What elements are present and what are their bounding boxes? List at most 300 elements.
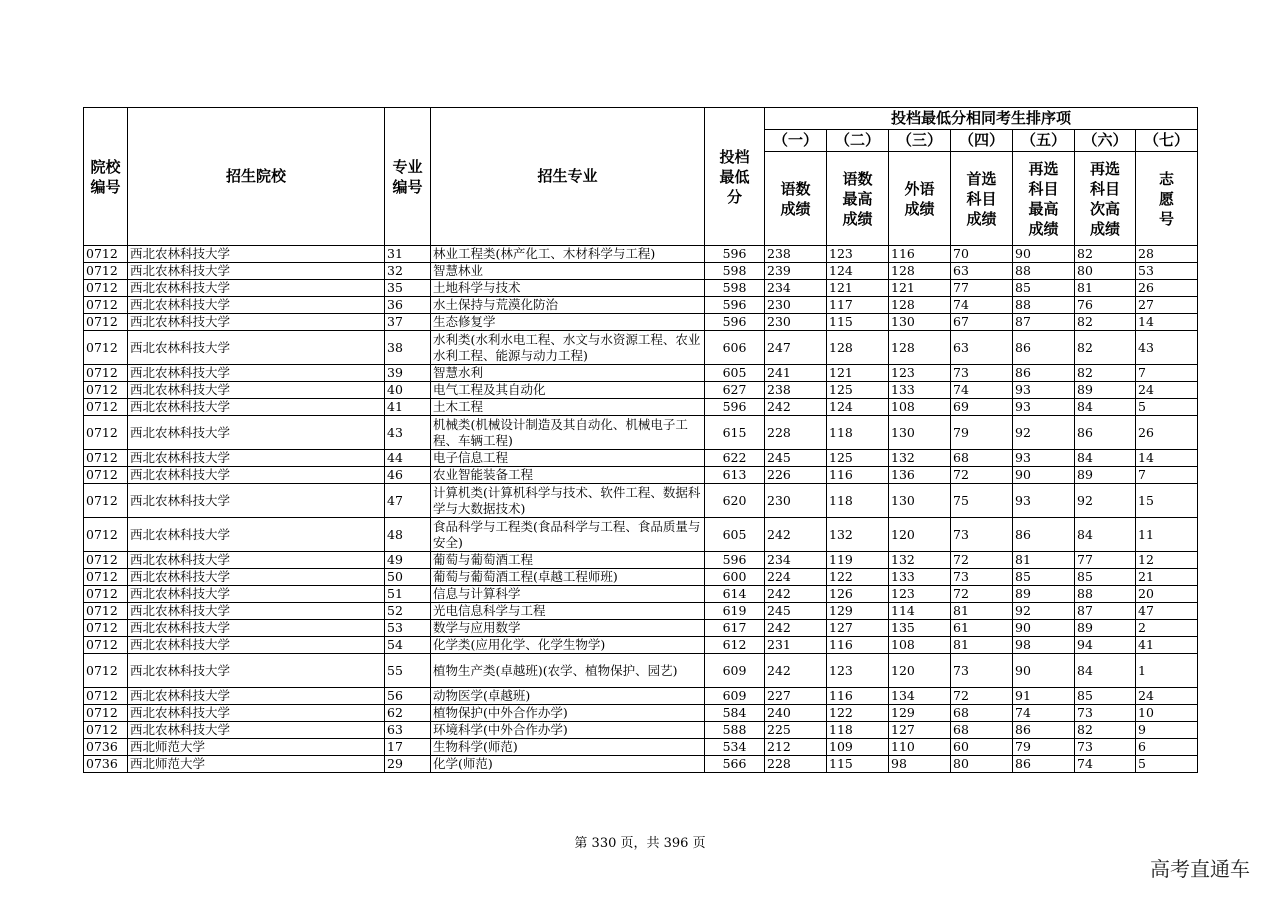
min-score-cell: 596 <box>705 314 765 331</box>
table-row <box>84 722 1198 739</box>
foreign-language-cell: 98 <box>889 756 951 773</box>
major-code-cell: 56 <box>385 688 431 705</box>
major-name-cell: 食品科学与工程类(食品科学与工程、食品质量与安全) <box>431 518 705 552</box>
preference-number-cell: 53 <box>1136 263 1198 280</box>
preference-number-cell: 14 <box>1136 314 1198 331</box>
table-row <box>84 416 1198 450</box>
major-code-cell: 53 <box>385 620 431 637</box>
tiebreak-label-2: 语数最高成绩 <box>827 152 889 246</box>
elective-max-cell: 86 <box>1013 722 1075 739</box>
school-name-cell: 西北农林科技大学 <box>128 280 385 297</box>
min-score-cell: 609 <box>705 688 765 705</box>
foreign-language-cell: 121 <box>889 280 951 297</box>
preference-number-cell: 24 <box>1136 382 1198 399</box>
major-name-cell: 土木工程 <box>431 399 705 416</box>
chinese-math-score-cell: 230 <box>765 314 827 331</box>
major-code-cell: 17 <box>385 739 431 756</box>
foreign-language-cell: 133 <box>889 569 951 586</box>
elective-max-cell: 88 <box>1013 297 1075 314</box>
table-header <box>84 108 1198 246</box>
school-code-cell: 0712 <box>84 722 128 739</box>
school-name-cell: 西北农林科技大学 <box>128 314 385 331</box>
elective-second-cell: 82 <box>1075 331 1136 365</box>
tiebreak-label-3: 外语成绩 <box>889 152 951 246</box>
chinese-math-max-cell: 126 <box>827 586 889 603</box>
admission-table <box>83 107 1198 773</box>
chinese-math-max-cell: 117 <box>827 297 889 314</box>
min-score-cell: 566 <box>705 756 765 773</box>
major-name-cell: 环境科学(中外合作办学) <box>431 722 705 739</box>
table-row <box>84 297 1198 314</box>
first-subject-cell: 73 <box>951 518 1013 552</box>
first-subject-cell: 72 <box>951 467 1013 484</box>
school-code-cell: 0712 <box>84 365 128 382</box>
foreign-language-cell: 128 <box>889 297 951 314</box>
major-code-cell: 47 <box>385 484 431 518</box>
min-score-cell: 627 <box>705 382 765 399</box>
school-name-cell: 西北农林科技大学 <box>128 552 385 569</box>
chinese-math-score-cell: 212 <box>765 739 827 756</box>
table-row <box>84 263 1198 280</box>
min-score-cell: 534 <box>705 739 765 756</box>
preference-number-cell: 5 <box>1136 756 1198 773</box>
chinese-math-score-cell: 225 <box>765 722 827 739</box>
chinese-math-score-cell: 227 <box>765 688 827 705</box>
school-code-cell: 0712 <box>84 688 128 705</box>
table-row <box>84 450 1198 467</box>
major-code-cell: 48 <box>385 518 431 552</box>
major-name-cell: 电子信息工程 <box>431 450 705 467</box>
tiebreak-order-2: （二） <box>827 130 889 152</box>
major-name-cell: 土地科学与技术 <box>431 280 705 297</box>
header-major-code: 专业编号 <box>385 108 431 246</box>
tiebreak-order-5: （五） <box>1013 130 1075 152</box>
major-code-cell: 51 <box>385 586 431 603</box>
elective-max-cell: 98 <box>1013 637 1075 654</box>
elective-max-cell: 86 <box>1013 331 1075 365</box>
table-row <box>84 620 1198 637</box>
chinese-math-score-cell: 245 <box>765 603 827 620</box>
first-subject-cell: 81 <box>951 637 1013 654</box>
elective-second-cell: 84 <box>1075 399 1136 416</box>
first-subject-cell: 75 <box>951 484 1013 518</box>
tiebreak-order-6: （六） <box>1075 130 1136 152</box>
elective-max-cell: 81 <box>1013 552 1075 569</box>
elective-second-cell: 77 <box>1075 552 1136 569</box>
preference-number-cell: 10 <box>1136 705 1198 722</box>
table-row <box>84 552 1198 569</box>
min-score-cell: 605 <box>705 518 765 552</box>
elective-second-cell: 84 <box>1075 518 1136 552</box>
elective-second-cell: 85 <box>1075 688 1136 705</box>
chinese-math-max-cell: 122 <box>827 569 889 586</box>
foreign-language-cell: 128 <box>889 331 951 365</box>
school-name-cell: 西北农林科技大学 <box>128 518 385 552</box>
major-code-cell: 39 <box>385 365 431 382</box>
major-code-cell: 35 <box>385 280 431 297</box>
foreign-language-cell: 108 <box>889 637 951 654</box>
preference-number-cell: 27 <box>1136 297 1198 314</box>
elective-second-cell: 82 <box>1075 365 1136 382</box>
preference-number-cell: 7 <box>1136 467 1198 484</box>
major-name-cell: 生物科学(师范) <box>431 739 705 756</box>
major-name-cell: 电气工程及其自动化 <box>431 382 705 399</box>
chinese-math-score-cell: 245 <box>765 450 827 467</box>
tiebreak-label-1: 语数成绩 <box>765 152 827 246</box>
elective-max-cell: 74 <box>1013 705 1075 722</box>
school-code-cell: 0736 <box>84 756 128 773</box>
min-score-cell: 588 <box>705 722 765 739</box>
major-code-cell: 41 <box>385 399 431 416</box>
preference-number-cell: 28 <box>1136 246 1198 263</box>
major-code-cell: 63 <box>385 722 431 739</box>
elective-max-cell: 90 <box>1013 620 1075 637</box>
major-name-cell: 水利类(水利水电工程、水文与水资源工程、农业水利工程、能源与动力工程) <box>431 331 705 365</box>
chinese-math-score-cell: 240 <box>765 705 827 722</box>
chinese-math-score-cell: 247 <box>765 331 827 365</box>
elective-second-cell: 94 <box>1075 637 1136 654</box>
school-name-cell: 西北农林科技大学 <box>128 722 385 739</box>
elective-max-cell: 90 <box>1013 654 1075 688</box>
major-name-cell: 机械类(机械设计制造及其自动化、机械电子工程、车辆工程) <box>431 416 705 450</box>
foreign-language-cell: 134 <box>889 688 951 705</box>
first-subject-cell: 73 <box>951 654 1013 688</box>
first-subject-cell: 69 <box>951 399 1013 416</box>
major-name-cell: 林业工程类(林产化工、木材科学与工程) <box>431 246 705 263</box>
foreign-language-cell: 136 <box>889 467 951 484</box>
tiebreak-label-5: 再选科目最高成绩 <box>1013 152 1075 246</box>
major-name-cell: 植物保护(中外合作办学) <box>431 705 705 722</box>
chinese-math-score-cell: 239 <box>765 263 827 280</box>
first-subject-cell: 72 <box>951 586 1013 603</box>
chinese-math-max-cell: 118 <box>827 484 889 518</box>
major-name-cell: 动物医学(卓越班) <box>431 688 705 705</box>
tiebreak-label-4: 首选科目成绩 <box>951 152 1013 246</box>
min-score-cell: 609 <box>705 654 765 688</box>
foreign-language-cell: 130 <box>889 314 951 331</box>
preference-number-cell: 21 <box>1136 569 1198 586</box>
major-code-cell: 43 <box>385 416 431 450</box>
school-name-cell: 西北农林科技大学 <box>128 246 385 263</box>
chinese-math-max-cell: 127 <box>827 620 889 637</box>
header-major: 招生专业 <box>431 108 705 246</box>
elective-max-cell: 86 <box>1013 365 1075 382</box>
school-name-cell: 西北农林科技大学 <box>128 331 385 365</box>
min-score-cell: 617 <box>705 620 765 637</box>
school-code-cell: 0712 <box>84 637 128 654</box>
chinese-math-max-cell: 129 <box>827 603 889 620</box>
major-name-cell: 植物生产类(卓越班)(农学、植物保护、园艺) <box>431 654 705 688</box>
school-code-cell: 0712 <box>84 263 128 280</box>
table-body <box>84 246 1198 773</box>
school-code-cell: 0712 <box>84 331 128 365</box>
major-name-cell: 数学与应用数学 <box>431 620 705 637</box>
school-name-cell: 西北农林科技大学 <box>128 399 385 416</box>
major-name-cell: 智慧水利 <box>431 365 705 382</box>
page-footer: 第 330 页，共 396 页 <box>574 836 706 851</box>
first-subject-cell: 68 <box>951 450 1013 467</box>
school-name-cell: 西北农林科技大学 <box>128 569 385 586</box>
first-subject-cell: 70 <box>951 246 1013 263</box>
foreign-language-cell: 129 <box>889 705 951 722</box>
chinese-math-score-cell: 234 <box>765 280 827 297</box>
school-code-cell: 0712 <box>84 297 128 314</box>
min-score-cell: 615 <box>705 416 765 450</box>
major-code-cell: 29 <box>385 756 431 773</box>
table-row <box>84 756 1198 773</box>
school-name-cell: 西北农林科技大学 <box>128 467 385 484</box>
major-name-cell: 化学(师范) <box>431 756 705 773</box>
table-row <box>84 467 1198 484</box>
school-code-cell: 0712 <box>84 586 128 603</box>
foreign-language-cell: 127 <box>889 722 951 739</box>
chinese-math-score-cell: 228 <box>765 416 827 450</box>
min-score-cell: 598 <box>705 280 765 297</box>
foreign-language-cell: 130 <box>889 416 951 450</box>
preference-number-cell: 5 <box>1136 399 1198 416</box>
chinese-math-max-cell: 116 <box>827 688 889 705</box>
chinese-math-max-cell: 132 <box>827 518 889 552</box>
elective-max-cell: 86 <box>1013 756 1075 773</box>
first-subject-cell: 68 <box>951 722 1013 739</box>
preference-number-cell: 14 <box>1136 450 1198 467</box>
preference-number-cell: 6 <box>1136 739 1198 756</box>
major-name-cell: 智慧林业 <box>431 263 705 280</box>
foreign-language-cell: 114 <box>889 603 951 620</box>
chinese-math-max-cell: 128 <box>827 331 889 365</box>
school-name-cell: 西北农林科技大学 <box>128 450 385 467</box>
chinese-math-max-cell: 116 <box>827 467 889 484</box>
school-name-cell: 西北农林科技大学 <box>128 637 385 654</box>
school-code-cell: 0712 <box>84 552 128 569</box>
first-subject-cell: 60 <box>951 739 1013 756</box>
chinese-math-max-cell: 118 <box>827 416 889 450</box>
elective-max-cell: 93 <box>1013 484 1075 518</box>
chinese-math-max-cell: 123 <box>827 246 889 263</box>
first-subject-cell: 81 <box>951 603 1013 620</box>
major-name-cell: 葡萄与葡萄酒工程(卓越工程师班) <box>431 569 705 586</box>
first-subject-cell: 72 <box>951 552 1013 569</box>
major-code-cell: 49 <box>385 552 431 569</box>
elective-second-cell: 89 <box>1075 620 1136 637</box>
major-code-cell: 31 <box>385 246 431 263</box>
school-name-cell: 西北农林科技大学 <box>128 416 385 450</box>
min-score-cell: 619 <box>705 603 765 620</box>
school-code-cell: 0712 <box>84 603 128 620</box>
header-school-code: 院校编号 <box>84 108 128 246</box>
min-score-cell: 605 <box>705 365 765 382</box>
foreign-language-cell: 128 <box>889 263 951 280</box>
table-row <box>84 331 1198 365</box>
min-score-cell: 600 <box>705 569 765 586</box>
elective-max-cell: 90 <box>1013 467 1075 484</box>
foreign-language-cell: 120 <box>889 654 951 688</box>
first-subject-cell: 61 <box>951 620 1013 637</box>
first-subject-cell: 63 <box>951 263 1013 280</box>
major-code-cell: 54 <box>385 637 431 654</box>
chinese-math-max-cell: 125 <box>827 450 889 467</box>
foreign-language-cell: 108 <box>889 399 951 416</box>
elective-second-cell: 89 <box>1075 467 1136 484</box>
major-code-cell: 52 <box>385 603 431 620</box>
min-score-cell: 614 <box>705 586 765 603</box>
first-subject-cell: 73 <box>951 569 1013 586</box>
chinese-math-score-cell: 238 <box>765 382 827 399</box>
min-score-cell: 622 <box>705 450 765 467</box>
first-subject-cell: 67 <box>951 314 1013 331</box>
school-name-cell: 西北农林科技大学 <box>128 654 385 688</box>
watermark: 高考直通车 <box>1150 857 1250 881</box>
min-score-cell: 584 <box>705 705 765 722</box>
chinese-math-max-cell: 109 <box>827 739 889 756</box>
major-code-cell: 40 <box>385 382 431 399</box>
table-row <box>84 637 1198 654</box>
elective-max-cell: 85 <box>1013 569 1075 586</box>
min-score-cell: 596 <box>705 399 765 416</box>
major-name-cell: 水土保持与荒漠化防治 <box>431 297 705 314</box>
foreign-language-cell: 123 <box>889 365 951 382</box>
school-code-cell: 0736 <box>84 739 128 756</box>
elective-max-cell: 93 <box>1013 450 1075 467</box>
tiebreak-label-6: 再选科目次高成绩 <box>1075 152 1136 246</box>
elective-second-cell: 74 <box>1075 756 1136 773</box>
elective-second-cell: 86 <box>1075 416 1136 450</box>
major-code-cell: 32 <box>385 263 431 280</box>
school-name-cell: 西北农林科技大学 <box>128 297 385 314</box>
table-row <box>84 518 1198 552</box>
preference-number-cell: 47 <box>1136 603 1198 620</box>
chinese-math-max-cell: 121 <box>827 365 889 382</box>
chinese-math-score-cell: 242 <box>765 399 827 416</box>
elective-max-cell: 93 <box>1013 399 1075 416</box>
major-name-cell: 农业智能装备工程 <box>431 467 705 484</box>
elective-second-cell: 84 <box>1075 654 1136 688</box>
first-subject-cell: 73 <box>951 365 1013 382</box>
elective-max-cell: 85 <box>1013 280 1075 297</box>
school-code-cell: 0712 <box>84 518 128 552</box>
chinese-math-score-cell: 234 <box>765 552 827 569</box>
min-score-cell: 596 <box>705 246 765 263</box>
elective-second-cell: 81 <box>1075 280 1136 297</box>
elective-max-cell: 89 <box>1013 586 1075 603</box>
chinese-math-score-cell: 242 <box>765 654 827 688</box>
major-name-cell: 计算机类(计算机科学与技术、软件工程、数据科学与大数据技术) <box>431 484 705 518</box>
first-subject-cell: 68 <box>951 705 1013 722</box>
elective-second-cell: 88 <box>1075 586 1136 603</box>
table-row <box>84 246 1198 263</box>
elective-second-cell: 82 <box>1075 314 1136 331</box>
chinese-math-max-cell: 116 <box>827 637 889 654</box>
elective-second-cell: 76 <box>1075 297 1136 314</box>
first-subject-cell: 72 <box>951 688 1013 705</box>
school-name-cell: 西北农林科技大学 <box>128 263 385 280</box>
chinese-math-max-cell: 123 <box>827 654 889 688</box>
min-score-cell: 612 <box>705 637 765 654</box>
chinese-math-max-cell: 124 <box>827 263 889 280</box>
min-score-cell: 613 <box>705 467 765 484</box>
preference-number-cell: 9 <box>1136 722 1198 739</box>
chinese-math-max-cell: 119 <box>827 552 889 569</box>
school-code-cell: 0712 <box>84 280 128 297</box>
school-name-cell: 西北农林科技大学 <box>128 586 385 603</box>
first-subject-cell: 63 <box>951 331 1013 365</box>
tiebreak-order-4: （四） <box>951 130 1013 152</box>
min-score-cell: 620 <box>705 484 765 518</box>
preference-number-cell: 41 <box>1136 637 1198 654</box>
school-code-cell: 0712 <box>84 705 128 722</box>
school-name-cell: 西北农林科技大学 <box>128 484 385 518</box>
chinese-math-score-cell: 242 <box>765 620 827 637</box>
major-code-cell: 36 <box>385 297 431 314</box>
min-score-cell: 596 <box>705 297 765 314</box>
tiebreak-order-1: （一） <box>765 130 827 152</box>
foreign-language-cell: 133 <box>889 382 951 399</box>
foreign-language-cell: 132 <box>889 450 951 467</box>
tiebreak-order-7: （七） <box>1136 130 1198 152</box>
major-code-cell: 55 <box>385 654 431 688</box>
major-code-cell: 62 <box>385 705 431 722</box>
table-row <box>84 382 1198 399</box>
school-name-cell: 西北农林科技大学 <box>128 382 385 399</box>
table-row <box>84 484 1198 518</box>
preference-number-cell: 7 <box>1136 365 1198 382</box>
school-code-cell: 0712 <box>84 314 128 331</box>
table-row <box>84 280 1198 297</box>
preference-number-cell: 43 <box>1136 331 1198 365</box>
school-code-cell: 0712 <box>84 654 128 688</box>
chinese-math-max-cell: 124 <box>827 399 889 416</box>
elective-max-cell: 91 <box>1013 688 1075 705</box>
school-code-cell: 0712 <box>84 246 128 263</box>
first-subject-cell: 79 <box>951 416 1013 450</box>
elective-max-cell: 93 <box>1013 382 1075 399</box>
elective-second-cell: 82 <box>1075 246 1136 263</box>
elective-max-cell: 92 <box>1013 603 1075 620</box>
foreign-language-cell: 132 <box>889 552 951 569</box>
chinese-math-max-cell: 121 <box>827 280 889 297</box>
min-score-cell: 598 <box>705 263 765 280</box>
major-name-cell: 生态修复学 <box>431 314 705 331</box>
elective-second-cell: 85 <box>1075 569 1136 586</box>
foreign-language-cell: 110 <box>889 739 951 756</box>
school-code-cell: 0712 <box>84 467 128 484</box>
chinese-math-score-cell: 230 <box>765 297 827 314</box>
chinese-math-score-cell: 228 <box>765 756 827 773</box>
major-code-cell: 37 <box>385 314 431 331</box>
first-subject-cell: 80 <box>951 756 1013 773</box>
elective-second-cell: 82 <box>1075 722 1136 739</box>
elective-second-cell: 92 <box>1075 484 1136 518</box>
chinese-math-score-cell: 242 <box>765 586 827 603</box>
elective-second-cell: 89 <box>1075 382 1136 399</box>
major-code-cell: 44 <box>385 450 431 467</box>
table-row <box>84 365 1198 382</box>
tiebreak-order-3: （三） <box>889 130 951 152</box>
major-name-cell: 化学类(应用化学、化学生物学) <box>431 637 705 654</box>
elective-second-cell: 84 <box>1075 450 1136 467</box>
school-code-cell: 0712 <box>84 569 128 586</box>
chinese-math-max-cell: 115 <box>827 314 889 331</box>
header-tiebreak-title: 投档最低分相同考生排序项 <box>765 108 1198 130</box>
chinese-math-score-cell: 241 <box>765 365 827 382</box>
table-row <box>84 688 1198 705</box>
chinese-math-score-cell: 224 <box>765 569 827 586</box>
header-min-score: 投档最低分 <box>705 108 765 246</box>
school-name-cell: 西北师范大学 <box>128 756 385 773</box>
elective-second-cell: 87 <box>1075 603 1136 620</box>
school-name-cell: 西北农林科技大学 <box>128 603 385 620</box>
preference-number-cell: 1 <box>1136 654 1198 688</box>
